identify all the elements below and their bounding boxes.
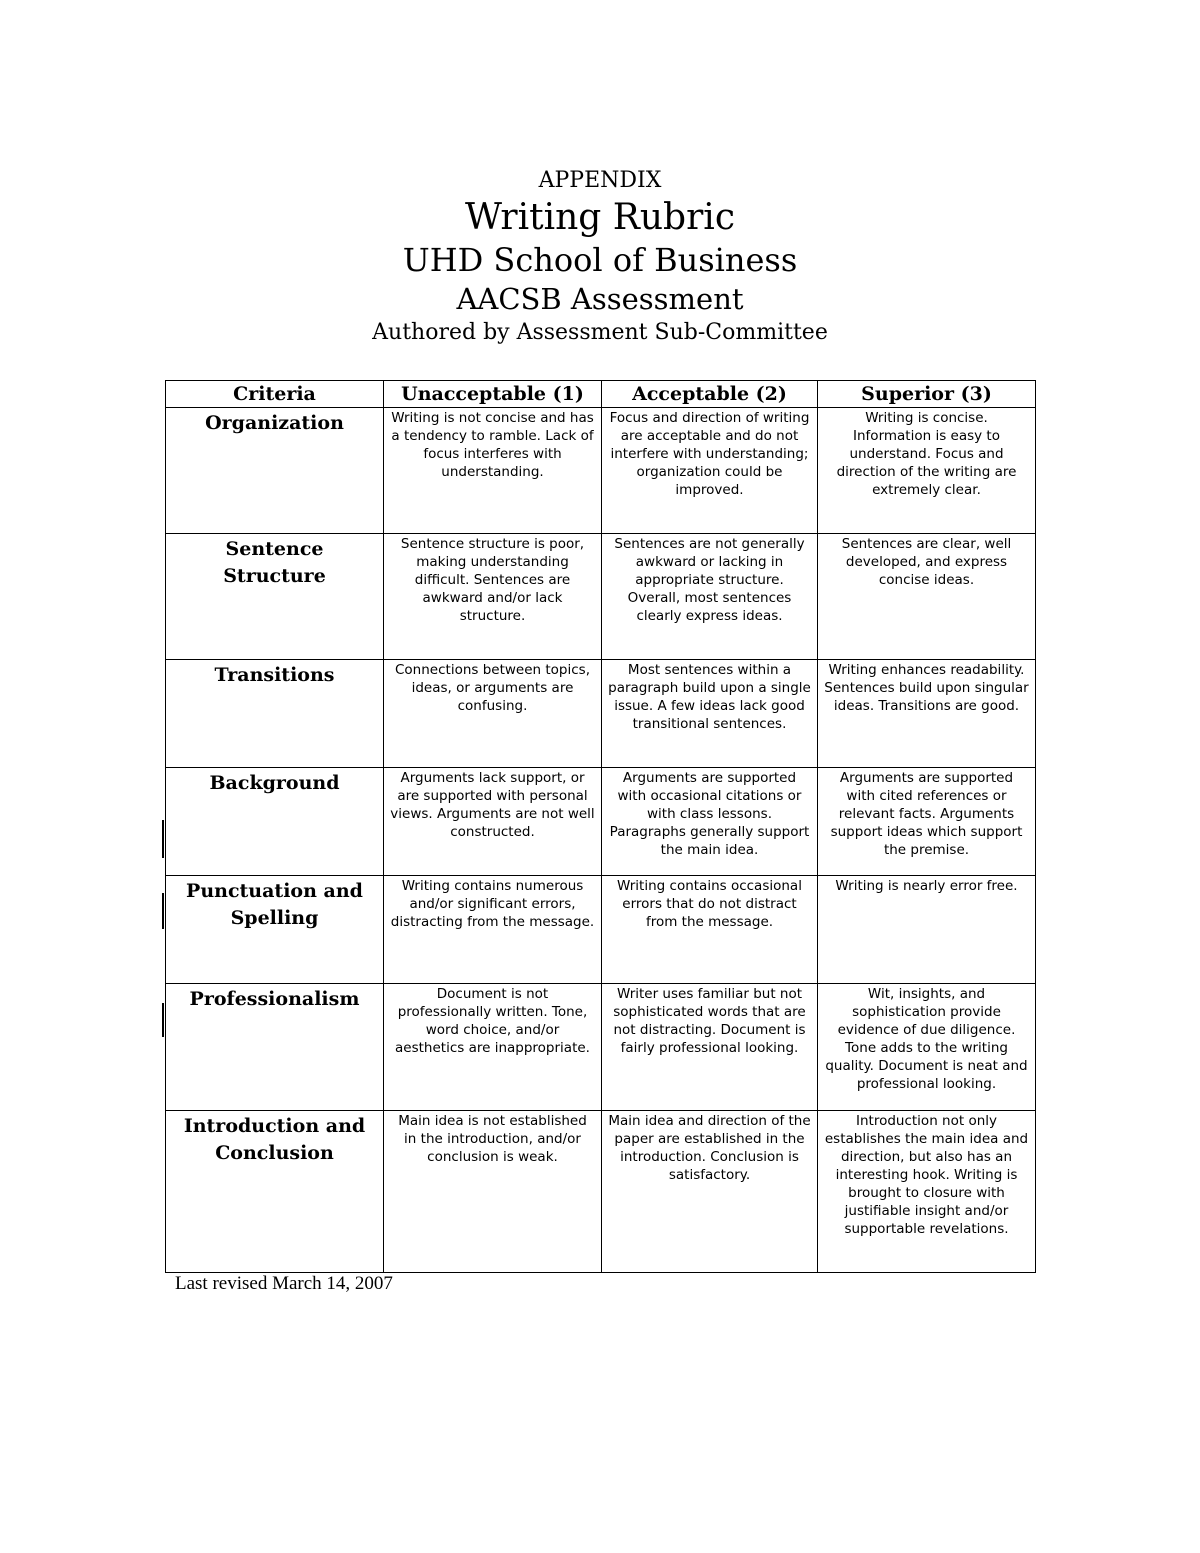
school-name: UHD School of Business	[402, 241, 798, 279]
unacceptable-cell: Writing is not concise and has a tendency to ramble. Lack of focus interferes with understanding.	[384, 408, 602, 534]
acceptable-cell: Main idea and direction of the paper are established in the introduction. Conclusion is satisfactory.	[602, 1111, 818, 1273]
acceptable-cell: Writer uses familiar but not sophisticated words that are not distracting. Document is fairly professional looking.	[602, 984, 818, 1111]
table-row	[166, 876, 1036, 984]
document-header	[0, 166, 1200, 348]
unacceptable-cell: Sentence structure is poor, making understanding difficult. Sentences are awkward and/or lack structure.	[384, 534, 602, 660]
appendix-label: APPENDIX	[538, 168, 662, 193]
acceptable-cell: Sentences are not generally awkward or lacking in appropriate structure. Overall, most sentences clearly express ideas.	[602, 534, 818, 660]
acceptable-cell: Focus and direction of writing are acceptable and do not interfere with understanding; organization could be improved.	[602, 408, 818, 534]
unacceptable-cell: Arguments lack support, or are supported with personal views. Arguments are not well constructed.	[384, 768, 602, 876]
unacceptable-cell: Document is not professionally written. Tone, word choice, and/or aesthetics are inappropriate.	[384, 984, 602, 1111]
unacceptable-cell: Main idea is not established in the introduction, and/or conclusion is weak.	[384, 1111, 602, 1273]
acceptable-cell: Writing contains occasional errors that do not distract from the message.	[602, 876, 818, 984]
rubric-header-row	[166, 381, 1036, 408]
authored-by: Authored by Assessment Sub-Committee	[372, 320, 828, 345]
change-bar	[162, 1003, 164, 1037]
change-bar	[162, 893, 164, 929]
rubric-table	[165, 380, 1036, 1273]
column-header-unacceptable: Unacceptable (1)	[384, 381, 602, 408]
last-revised-note: Last revised March 14, 2007	[175, 1273, 393, 1294]
criterion-cell: Background	[166, 768, 384, 876]
superior-cell: Writing is concise. Information is easy to understand. Focus and direction of the writing are extremely clear.	[818, 408, 1036, 534]
table-row	[166, 408, 1036, 534]
table-row	[166, 984, 1036, 1111]
table-row	[166, 534, 1036, 660]
criterion-cell: Sentence Structure	[166, 534, 384, 660]
superior-cell: Introduction not only establishes the main idea and direction, but also has an interesting hook. Writing is brought to closure with justifiable insight and/or supportable revelations.	[818, 1111, 1036, 1273]
table-row	[166, 1111, 1036, 1273]
criterion-cell: Punctuation and Spelling	[166, 876, 384, 984]
criterion-cell: Organization	[166, 408, 384, 534]
change-bar	[162, 820, 164, 858]
superior-cell: Wit, insights, and sophistication provide evidence of due diligence. Tone adds to the writing quality. Document is neat and professional looking.	[818, 984, 1036, 1111]
criterion-cell: Introduction and Conclusion	[166, 1111, 384, 1273]
superior-cell: Sentences are clear, well developed, and express concise ideas.	[818, 534, 1036, 660]
page-title: Writing Rubric	[465, 197, 735, 238]
column-header-superior: Superior (3)	[818, 381, 1036, 408]
superior-cell: Arguments are supported with cited references or relevant facts. Arguments support ideas which support the premise.	[818, 768, 1036, 876]
column-header-acceptable: Acceptable (2)	[602, 381, 818, 408]
unacceptable-cell: Connections between topics, ideas, or arguments are confusing.	[384, 660, 602, 768]
superior-cell: Writing enhances readability. Sentences build upon singular ideas. Transitions are good.	[818, 660, 1036, 768]
assessment-name: AACSB Assessment	[456, 282, 744, 316]
column-header-criteria: Criteria	[166, 381, 384, 408]
acceptable-cell: Arguments are supported with occasional citations or with class lessons. Paragraphs generally support the main idea.	[602, 768, 818, 876]
criterion-cell: Professionalism	[166, 984, 384, 1111]
table-row	[166, 660, 1036, 768]
table-row	[166, 768, 1036, 876]
acceptable-cell: Most sentences within a paragraph build upon a single issue. A few ideas lack good transitional sentences.	[602, 660, 818, 768]
unacceptable-cell: Writing contains numerous and/or significant errors, distracting from the message.	[384, 876, 602, 984]
superior-cell: Writing is nearly error free.	[818, 876, 1036, 984]
criterion-cell: Transitions	[166, 660, 384, 768]
